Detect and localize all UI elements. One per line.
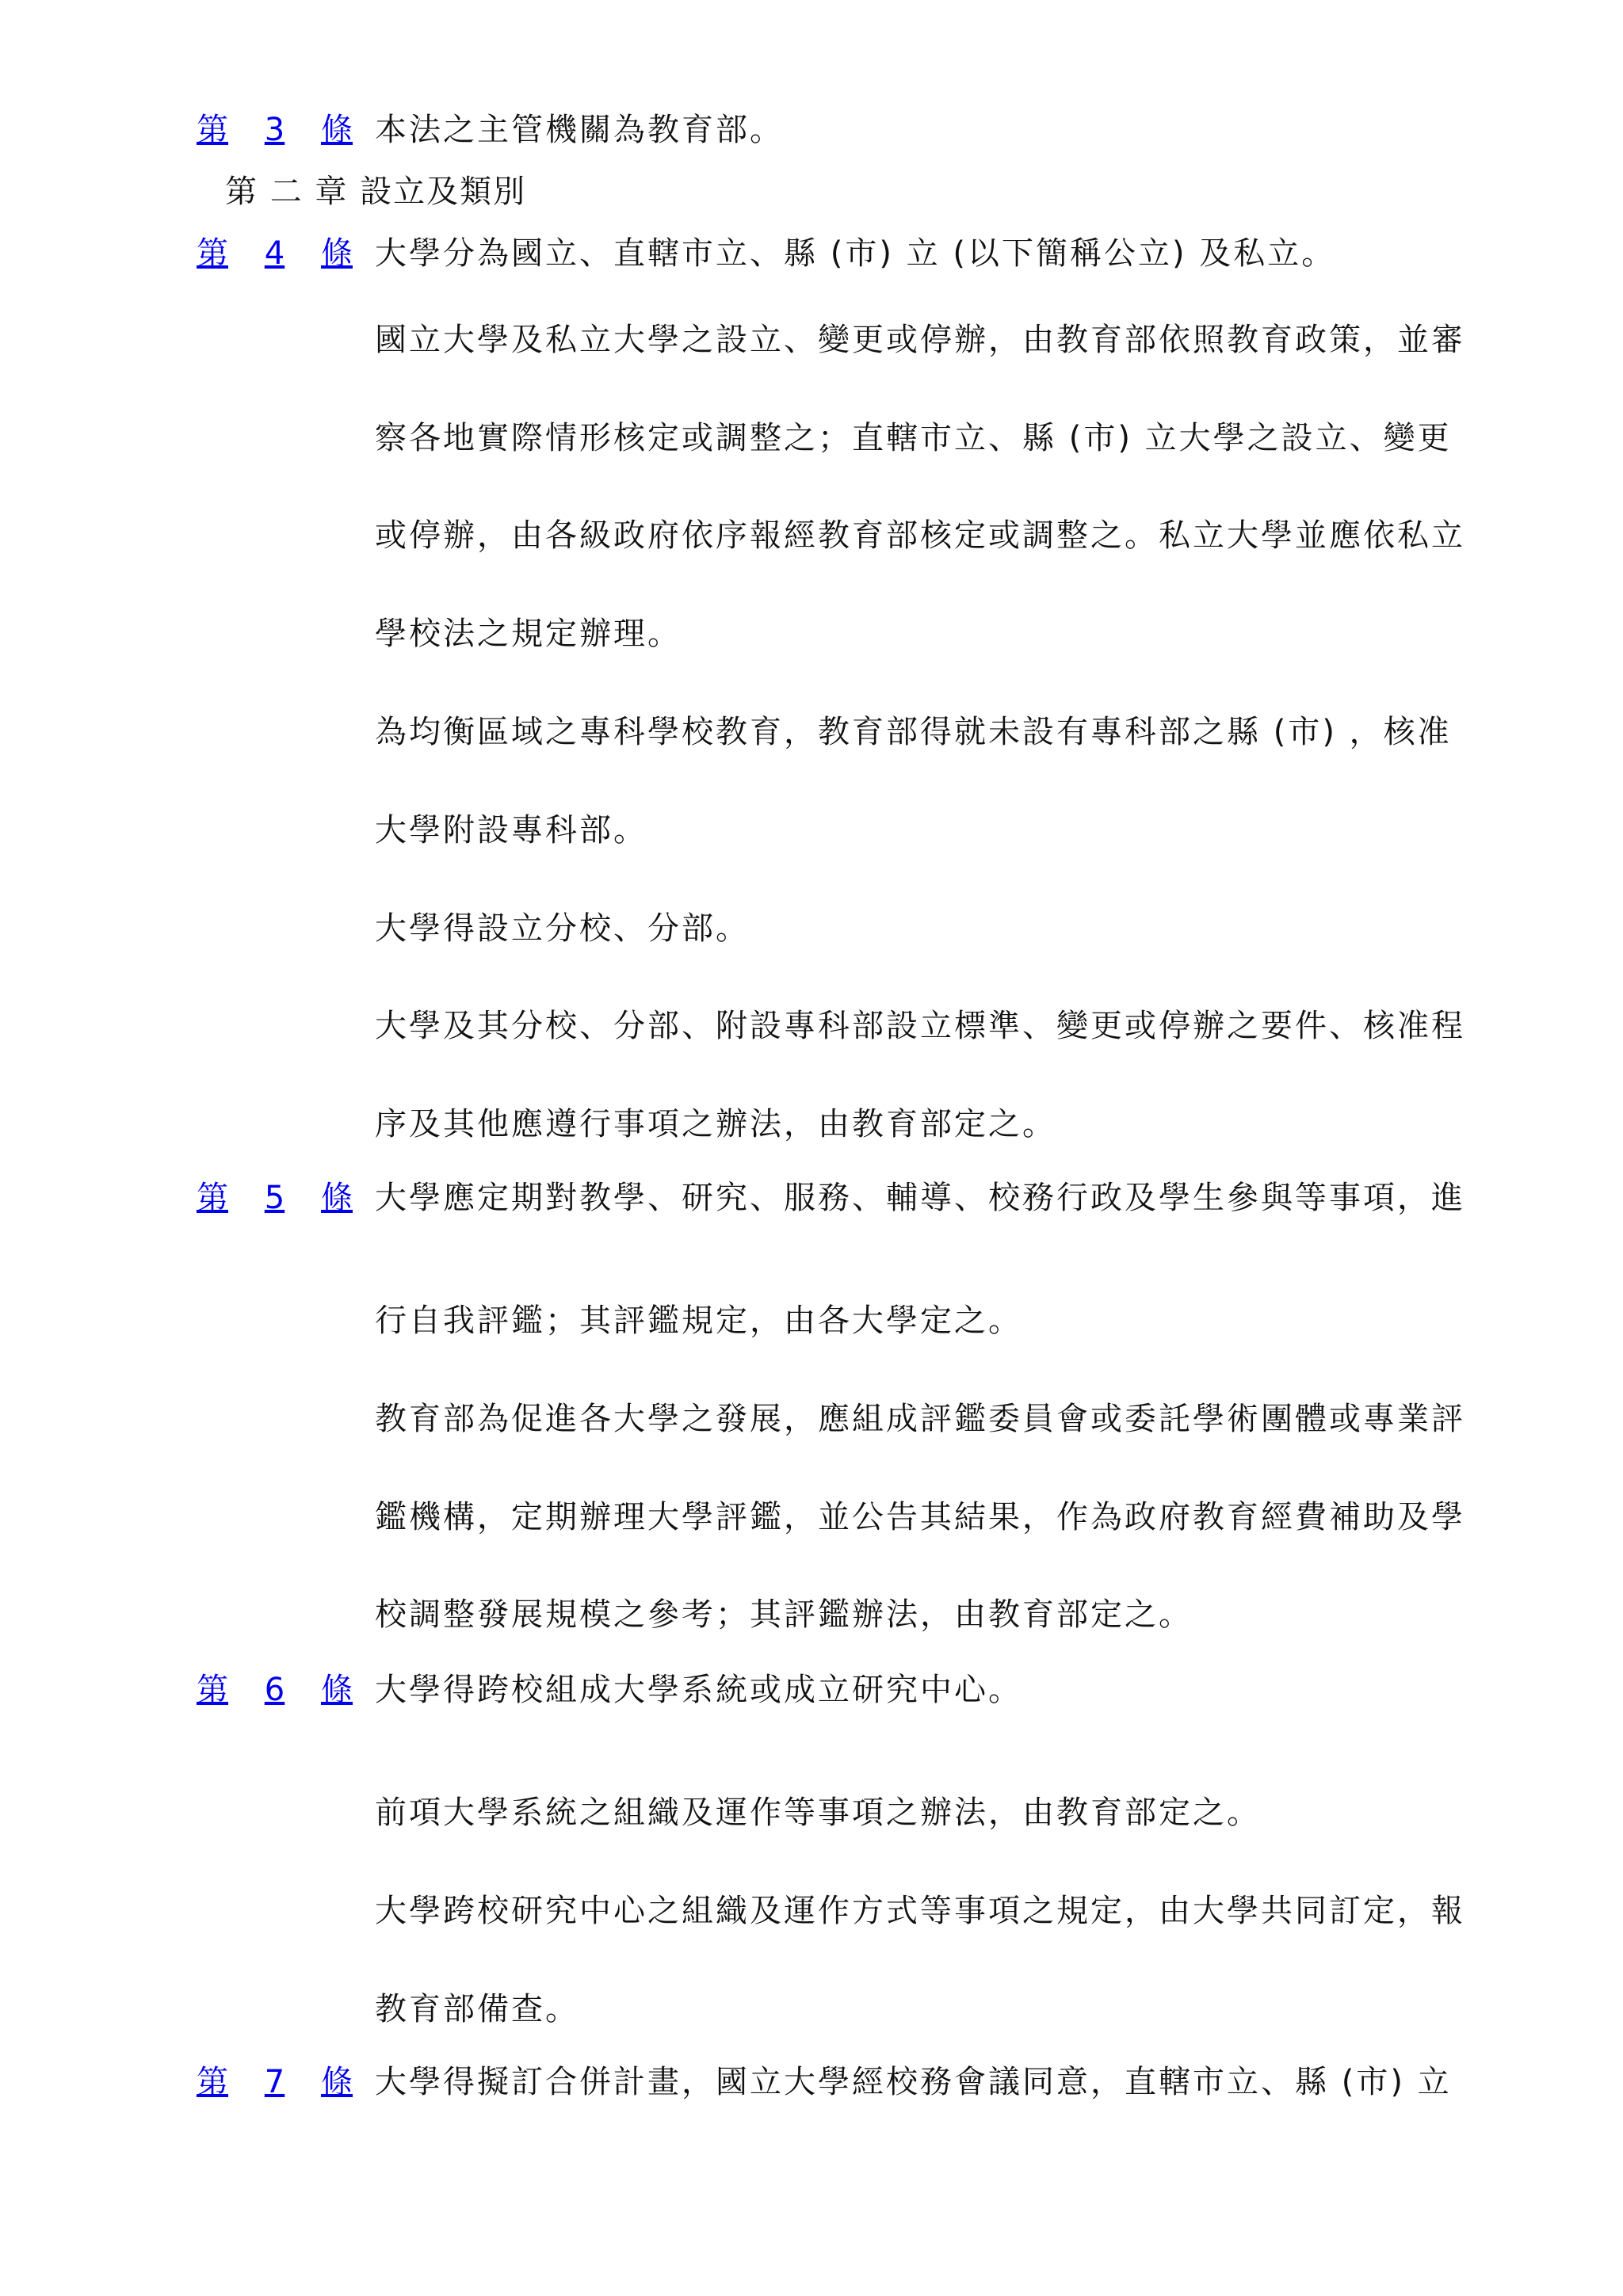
- article-number: 5: [264, 1180, 285, 1216]
- article-prefix: 第: [197, 1672, 228, 1708]
- article-text-line: 大學跨校研究中心之組織及運作方式等事項之規定，由大學共同訂定，報: [375, 1893, 1465, 1929]
- article-text-line: 鑑機構，定期辦理大學評鑑，並公告其結果，作為政府教育經費補助及學: [375, 1499, 1465, 1535]
- article-prefix: 第: [197, 1180, 228, 1216]
- article-text-line: 國立大學及私立大學之設立、變更或停辦，由教育部依照教育政策，並審: [375, 322, 1465, 358]
- article-number: 4: [264, 235, 285, 272]
- chapter-heading: 第 二 章 設立及類別: [225, 174, 527, 210]
- article-number: 7: [264, 2064, 285, 2100]
- article-text-line: 學校法之規定辦理。: [375, 616, 682, 652]
- article-text-line: 校調整發展規模之參考；其評鑑辦法，由教育部定之。: [375, 1596, 1193, 1633]
- article-text-line: 大學分為國立、直轄市立、縣 (市) 立 (以下簡稱公立) 及私立。: [375, 235, 1336, 272]
- article-number: 6: [264, 1672, 285, 1708]
- article-7-link[interactable]: [197, 2063, 353, 2101]
- article-text-line: 教育部備查。: [375, 1991, 579, 2027]
- article-text-line: 大學附設專科部。: [375, 812, 647, 849]
- article-prefix: 第: [197, 112, 228, 148]
- article-suffix: 條: [320, 1180, 353, 1216]
- article-text-line: 大學及其分校、分部、附設專科部設立標準、變更或停辦之要件、核准程: [375, 1008, 1465, 1044]
- article-suffix: 條: [320, 2064, 353, 2100]
- article-text-line: 大學得擬訂合併計畫，國立大學經校務會議同意，直轄市立、縣 (市) 立: [375, 2064, 1452, 2100]
- article-suffix: 條: [320, 235, 353, 272]
- article-text-line: 為均衡區域之專科學校教育，教育部得就未設有專科部之縣 (市) ，核准: [375, 714, 1452, 750]
- article-text-line: 序及其他應遵行事項之辦法，由教育部定之。: [375, 1106, 1056, 1142]
- article-suffix: 條: [320, 112, 353, 148]
- article-prefix: 第: [197, 235, 228, 272]
- article-text-line: 或停辦，由各級政府依序報經教育部核定或調整之。私立大學並應依私立: [375, 517, 1465, 554]
- article-text-line: 前項大學系統之組織及運作等事項之辦法，由教育部定之。: [375, 1794, 1261, 1831]
- article-number: 3: [264, 112, 285, 148]
- article-text-line: 大學得設立分校、分部。: [375, 910, 750, 947]
- article-text-line: 大學得跨校組成大學系統或成立研究中心。: [375, 1672, 1022, 1708]
- article-4-link[interactable]: [197, 235, 353, 273]
- article-prefix: 第: [197, 2064, 228, 2100]
- article-6-link[interactable]: [197, 1671, 353, 1709]
- article-text-line: 行自我評鑑；其評鑑規定，由各大學定之。: [375, 1302, 1022, 1339]
- article-3-link[interactable]: [197, 111, 353, 149]
- article-5-link[interactable]: [197, 1179, 353, 1217]
- article-text-line: 本法之主管機關為教育部。: [375, 112, 784, 148]
- article-suffix: 條: [320, 1672, 353, 1708]
- article-text-line: 教育部為促進各大學之發展，應組成評鑑委員會或委託學術團體或專業評: [375, 1401, 1465, 1437]
- article-text-line: 察各地實際情形核定或調整之；直轄市立、縣 (市) 立大學之設立、變更: [375, 420, 1452, 456]
- article-text-line: 大學應定期對教學、研究、服務、輔導、校務行政及學生參與等事項，進: [375, 1180, 1465, 1216]
